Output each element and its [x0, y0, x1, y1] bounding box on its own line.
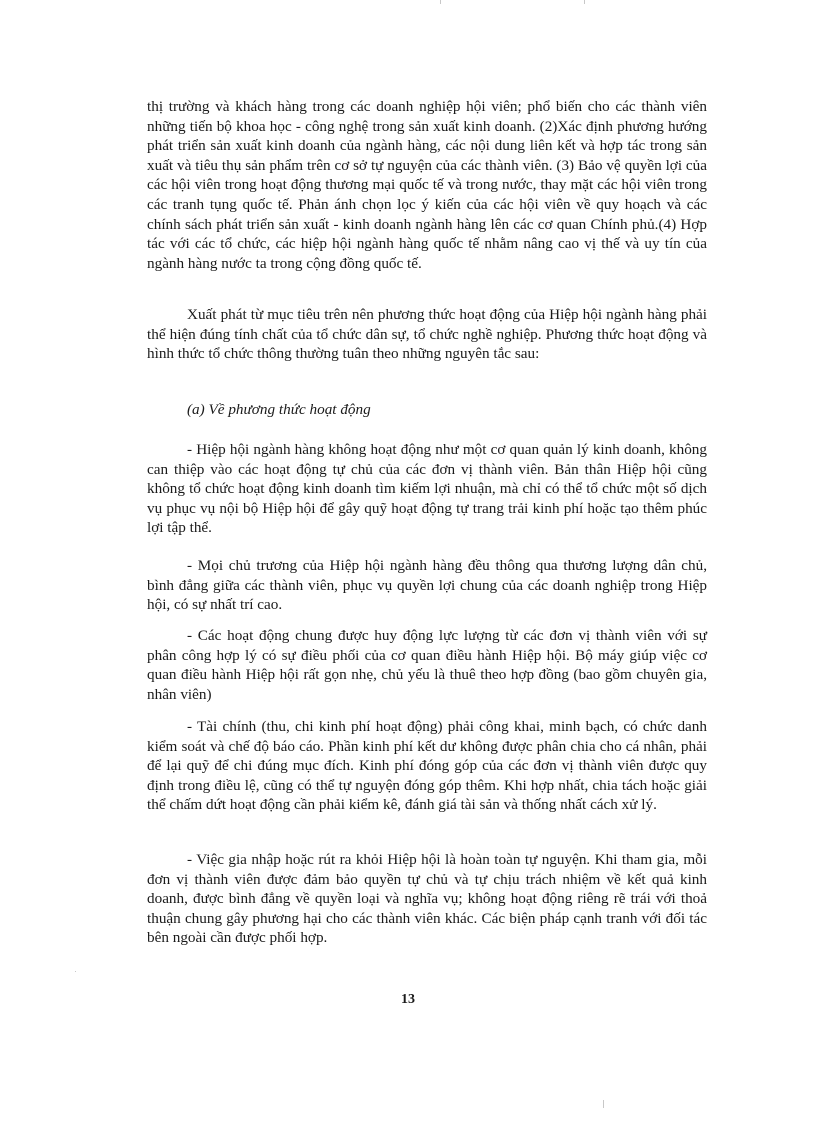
scan-mark-top-left: [440, 0, 441, 4]
paragraph-bullet-5: - Việc gia nhập hoặc rút ra khỏi Hiệp hội là hoàn toàn tự nguyện. Khi tham gia, mỗi đơn vị thành viên được đảm bảo quyền tự chủ và tự chịu trách nhiệm về kết quả kinh doanh, được bình đẳng về quyền loại và nghĩa vụ; không hoạt động riêng rẽ trái với thoả thuận chung gây phương hại cho các thành viên khác. Các biện pháp cạnh tranh với đối tác bên ngoài cần được phối hợp.: [147, 851, 707, 947]
paragraph-bullet-4: - Tài chính (thu, chi kinh phí hoạt động) phải công khai, minh bạch, có chức danh kiểm soát và chế độ báo cáo. Phần kinh phí kết dư không được phân chia cho cá nhân, phải để lại quỹ để chi đúng mục đích. Kinh phí đóng góp của các đơn vị thành viên được quy định trong điều lệ, cũng có thể tự nguyện đóng góp thêm. Khi hợp nhất, chia tách hoặc giải thể chấm dứt hoạt động cần phải kiểm kê, đánh giá tài sản và thống nhất cách xử lý.: [147, 718, 707, 814]
paragraph-bullet-1: - Hiệp hội ngành hàng không hoạt động như một cơ quan quản lý kinh doanh, không can thiệp vào các hoạt động tự chủ của các đơn vị thành viên. Bản thân Hiệp hội cũng không tổ chức hoạt động kinh doanh tìm kiếm lợi nhuận, mà chỉ có thể tổ chức một số dịch vụ phục vụ nội bộ Hiệp hội để gây quỹ hoạt động tự trang trải kinh phí hoặc tạo thêm phúc lợi tập thể.: [147, 441, 707, 537]
section-heading: (a) Về phương thức hoạt động: [187, 401, 371, 418]
paragraph-bullet-3: - Các hoạt động chung được huy động lực lượng từ các đơn vị thành viên với sự phân công hợp lý có sự điều phối của cơ quan điều hành Hiệp hội. Bộ máy giúp việc cơ quan điều hành Hiệp hội rất gọn nhẹ, chủ yếu là thuê theo hợp đồng (bao gồm chuyên gia, nhân viên): [147, 627, 707, 703]
scan-mark-top-right: [584, 0, 585, 4]
paragraph-introduction: Xuất phát từ mục tiêu trên nên phương thức hoạt động của Hiệp hội ngành hàng phải thể hiện đúng tính chất của tổ chức dân sự, tổ chức nghề nghiệp. Phương thức hoạt động và hình thức tổ chức thông thường tuân theo những nguyên tắc sau:: [147, 306, 707, 363]
scan-mark-left-dot: [75, 971, 76, 972]
paragraph-bullet-2: - Mọi chủ trương của Hiệp hội ngành hàng đều thông qua thương lượng dân chủ, bình đẳng giữa các thành viên, phục vụ quyền lợi chung của các doanh nghiệp trong Hiệp hội, có sự nhất trí cao.: [147, 557, 707, 614]
scan-mark-bottom-right: [603, 1100, 604, 1108]
paragraph-continuation: thị trường và khách hàng trong các doanh nghiệp hội viên; phổ biến cho các thành viên những tiến bộ khoa học - công nghệ trong sản xuất kinh doanh. (2)Xác định phương hướng phát triển sản xuất kinh doanh của ngành hàng, các nội dung liên kết và hợp tác trong sản xuất và tiêu thụ sản phẩm trên cơ sở tự nguyện của các thành viên. (3) Bảo vệ quyền lợi của các hội viên trong hoạt động thương mại quốc tế và trong nước, thay mặt các hội viên trong các tranh tụng quốc tế. Phản ánh chọn lọc ý kiến của các hội viên về quy hoạch và các chính sách phát triển sản xuất - kinh doanh ngành hàng lên các cơ quan Chính phủ.(4) Hợp tác với các tổ chức, các hiệp hội ngành hàng quốc tế nhằm nâng cao vị thế và uy tín của ngành hàng nước ta trong cộng đồng quốc tế.: [147, 98, 707, 272]
page-number: 13: [401, 992, 415, 1007]
